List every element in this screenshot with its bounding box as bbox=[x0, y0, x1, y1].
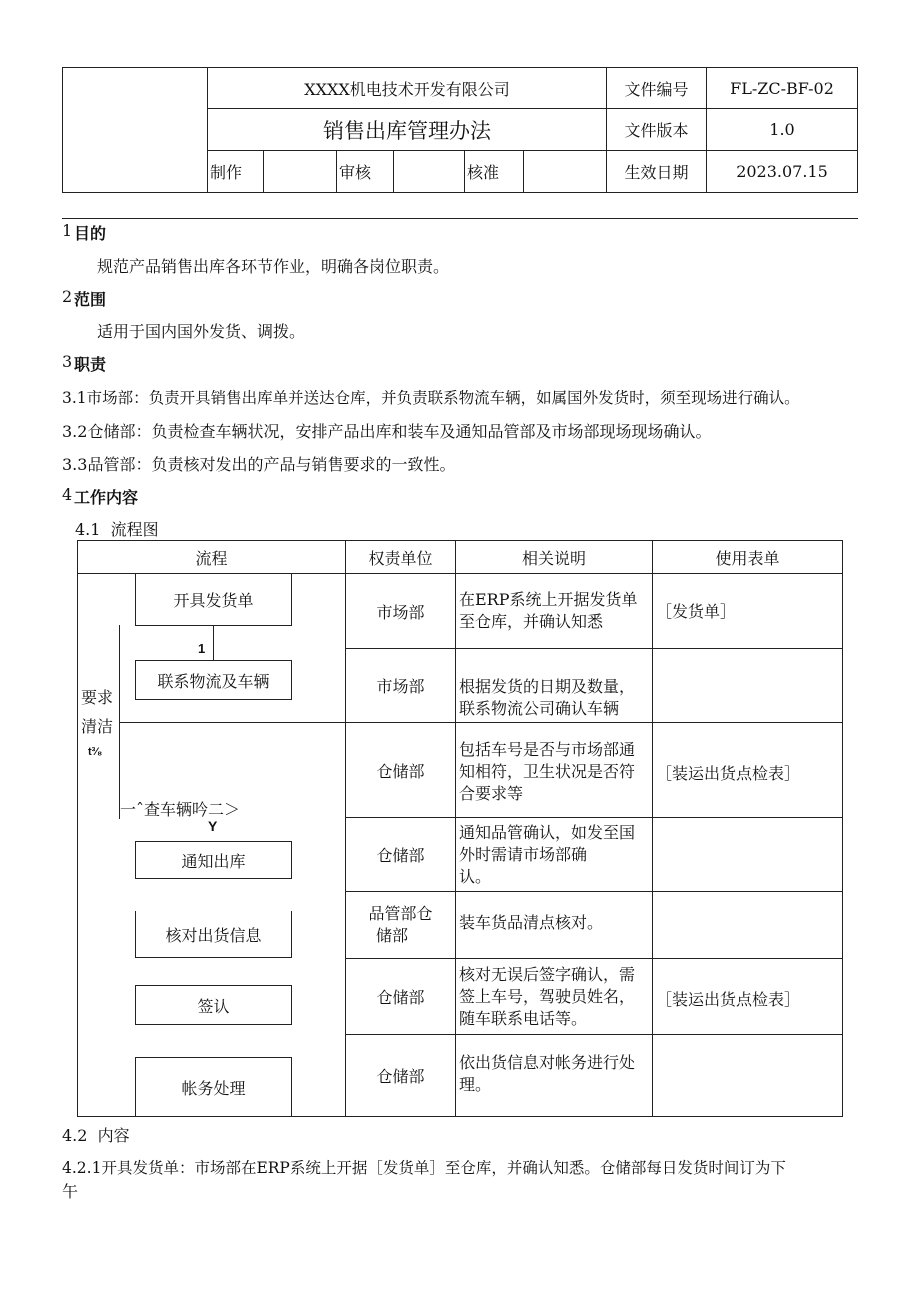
section-1-body: 规范产品销售出库各环节作业，明确各岗位职责。 bbox=[97, 257, 450, 276]
flow-box-contact-logistics: 联系物流及车辆 bbox=[135, 660, 292, 700]
section-3-3: 3.3品管部：负责核对发出的产品与销售要求的一致性。 bbox=[62, 455, 456, 474]
desc-row-3 bbox=[459, 739, 635, 805]
section-4-title: 工作内容 bbox=[74, 488, 139, 507]
desc-row-7 bbox=[459, 1052, 635, 1096]
section-1-number: 1 bbox=[62, 221, 73, 240]
desc-row-2-line-2: 联系物流公司确认车辆 bbox=[459, 699, 620, 718]
desc-row-5-line-1: 装车货品清点核对。 bbox=[459, 913, 604, 932]
unit-row-4: 仓储部 bbox=[376, 846, 425, 865]
desc-row-2 bbox=[459, 676, 635, 720]
file-number-value: FL-ZC-BF-02 bbox=[730, 78, 834, 98]
version-label: 文件版本 bbox=[624, 121, 689, 140]
document-title: 销售出库管理办法 bbox=[323, 118, 491, 143]
section-2-number: 2 bbox=[62, 287, 73, 306]
flow-side-text-1: 要求 bbox=[81, 688, 114, 707]
desc-row-5 bbox=[459, 912, 603, 934]
desc-row-4-line-3: 认。 bbox=[459, 867, 492, 886]
section-4-2-1-line-2: 午 bbox=[62, 1182, 79, 1201]
unit-row-6: 仓储部 bbox=[376, 988, 425, 1007]
flow-box-issue-delivery: 开具发货单 bbox=[135, 574, 292, 626]
section-2-body: 适用于国内国外发货、调拨。 bbox=[97, 322, 306, 341]
flow-side-text-2: 清洁 bbox=[81, 717, 114, 736]
col-header-form: 使用表单 bbox=[715, 548, 780, 568]
effective-date-label: 生效日期 bbox=[624, 163, 689, 182]
desc-row-7-line-1: 依出货信息对帐务进行处 bbox=[459, 1053, 636, 1072]
unit-row-1: 市场部 bbox=[376, 602, 425, 622]
section-3-2: 3.2仓储部：负责检查车辆状况，安排产品出库和装车及通知品管部及市场部现场现场确认。 bbox=[62, 422, 712, 441]
desc-row-4-line-2: 外时需请市场部确 bbox=[459, 845, 588, 864]
col-header-flow: 流程 bbox=[195, 548, 228, 568]
col-header-desc: 相关说明 bbox=[521, 548, 586, 568]
flow-connector-1 bbox=[213, 625, 214, 660]
review-label: 审核 bbox=[339, 163, 372, 182]
desc-row-3-line-1: 包括车号是否与市场部通 bbox=[459, 740, 636, 759]
company-name: XXXX机电技术开发有限公司 bbox=[304, 79, 510, 99]
section-4-number: 4 bbox=[62, 485, 73, 504]
flow-box-accounting: 帐务处理 bbox=[135, 1057, 292, 1116]
desc-row-3-line-2: 知相符，卫生状况是否符 bbox=[459, 762, 636, 781]
unit-row-3: 仓储部 bbox=[376, 761, 425, 781]
flow-decision-check-vehicle: 一ˆ查车辆吟二＞ bbox=[120, 800, 241, 819]
flow-box-sign-off: 签认 bbox=[135, 985, 292, 1025]
form-row-3: ［装运出货点检表］ bbox=[656, 764, 801, 783]
unit-row-5-line-1: 品管部仓 bbox=[368, 904, 433, 923]
flow-left-connector bbox=[119, 625, 120, 819]
section-3-1: 3.1市场部：负责开具销售出库单并送达仓库，并负责联系物流车辆，如属国外发货时，须至现场进行确认。 bbox=[62, 389, 800, 407]
form-row-1: ［发货单］ bbox=[656, 602, 737, 621]
desc-row-3-line-3: 合要求等 bbox=[459, 784, 524, 803]
desc-row-2-line-1: 根据发货的日期及数量， bbox=[459, 677, 636, 696]
file-number-label: 文件编号 bbox=[624, 79, 689, 99]
unit-row-2: 市场部 bbox=[376, 677, 425, 696]
flow-box-verify-shipment: 核对出货信息 bbox=[135, 911, 292, 958]
desc-row-1 bbox=[459, 589, 638, 633]
section-1-title: 目的 bbox=[74, 224, 107, 243]
flow-mark-y: Y bbox=[208, 818, 218, 834]
flow-box-notify-outbound: 通知出库 bbox=[135, 841, 292, 879]
desc-row-1-line-2: 至仓库，并确认知悉 bbox=[459, 612, 604, 631]
section-4-2-heading: 4.2 内容 bbox=[62, 1126, 130, 1145]
flow-side-text-3: t³⁄₈ bbox=[88, 746, 103, 758]
unit-row-5 bbox=[346, 892, 455, 958]
section-3-title: 职责 bbox=[74, 355, 107, 374]
approve-label: 核准 bbox=[467, 163, 500, 182]
col-header-unit: 权责单位 bbox=[368, 548, 433, 568]
desc-row-4-line-1: 通知品管确认，如发至国 bbox=[459, 823, 636, 842]
desc-row-6-line-2: 签上车号，驾驶员姓名， bbox=[459, 987, 636, 1006]
desc-row-1-line-1: 在ERP系统上开据发货单 bbox=[459, 590, 638, 609]
header-divider bbox=[62, 218, 858, 219]
desc-row-6-line-1: 核对无误后签字确认，需 bbox=[459, 965, 636, 984]
desc-row-6 bbox=[459, 964, 635, 1030]
form-row-6: ［装运出货点检表］ bbox=[656, 990, 801, 1009]
desc-row-6-line-3: 随车联系电话等。 bbox=[459, 1009, 588, 1028]
section-3-number: 3 bbox=[62, 352, 73, 371]
version-value: 1.0 bbox=[769, 120, 795, 139]
desc-row-7-line-2: 理。 bbox=[459, 1075, 492, 1094]
unit-row-7: 仓储部 bbox=[376, 1067, 425, 1086]
section-2-title: 范围 bbox=[74, 290, 107, 309]
effective-date-value: 2023.07.15 bbox=[736, 162, 828, 181]
flow-mark-1: 1 bbox=[198, 641, 206, 656]
desc-row-4 bbox=[459, 822, 635, 888]
make-label: 制作 bbox=[210, 163, 243, 182]
unit-row-5-line-2: 储部 bbox=[376, 926, 409, 945]
section-4-1-heading: 4.1 流程图 bbox=[75, 520, 159, 539]
section-4-2-1-line-1: 4.2.1开具发货单：市场部在ERP系统上开据［发货单］至仓库，并确认知悉。仓储部每日发货时间订为下 bbox=[62, 1159, 786, 1177]
